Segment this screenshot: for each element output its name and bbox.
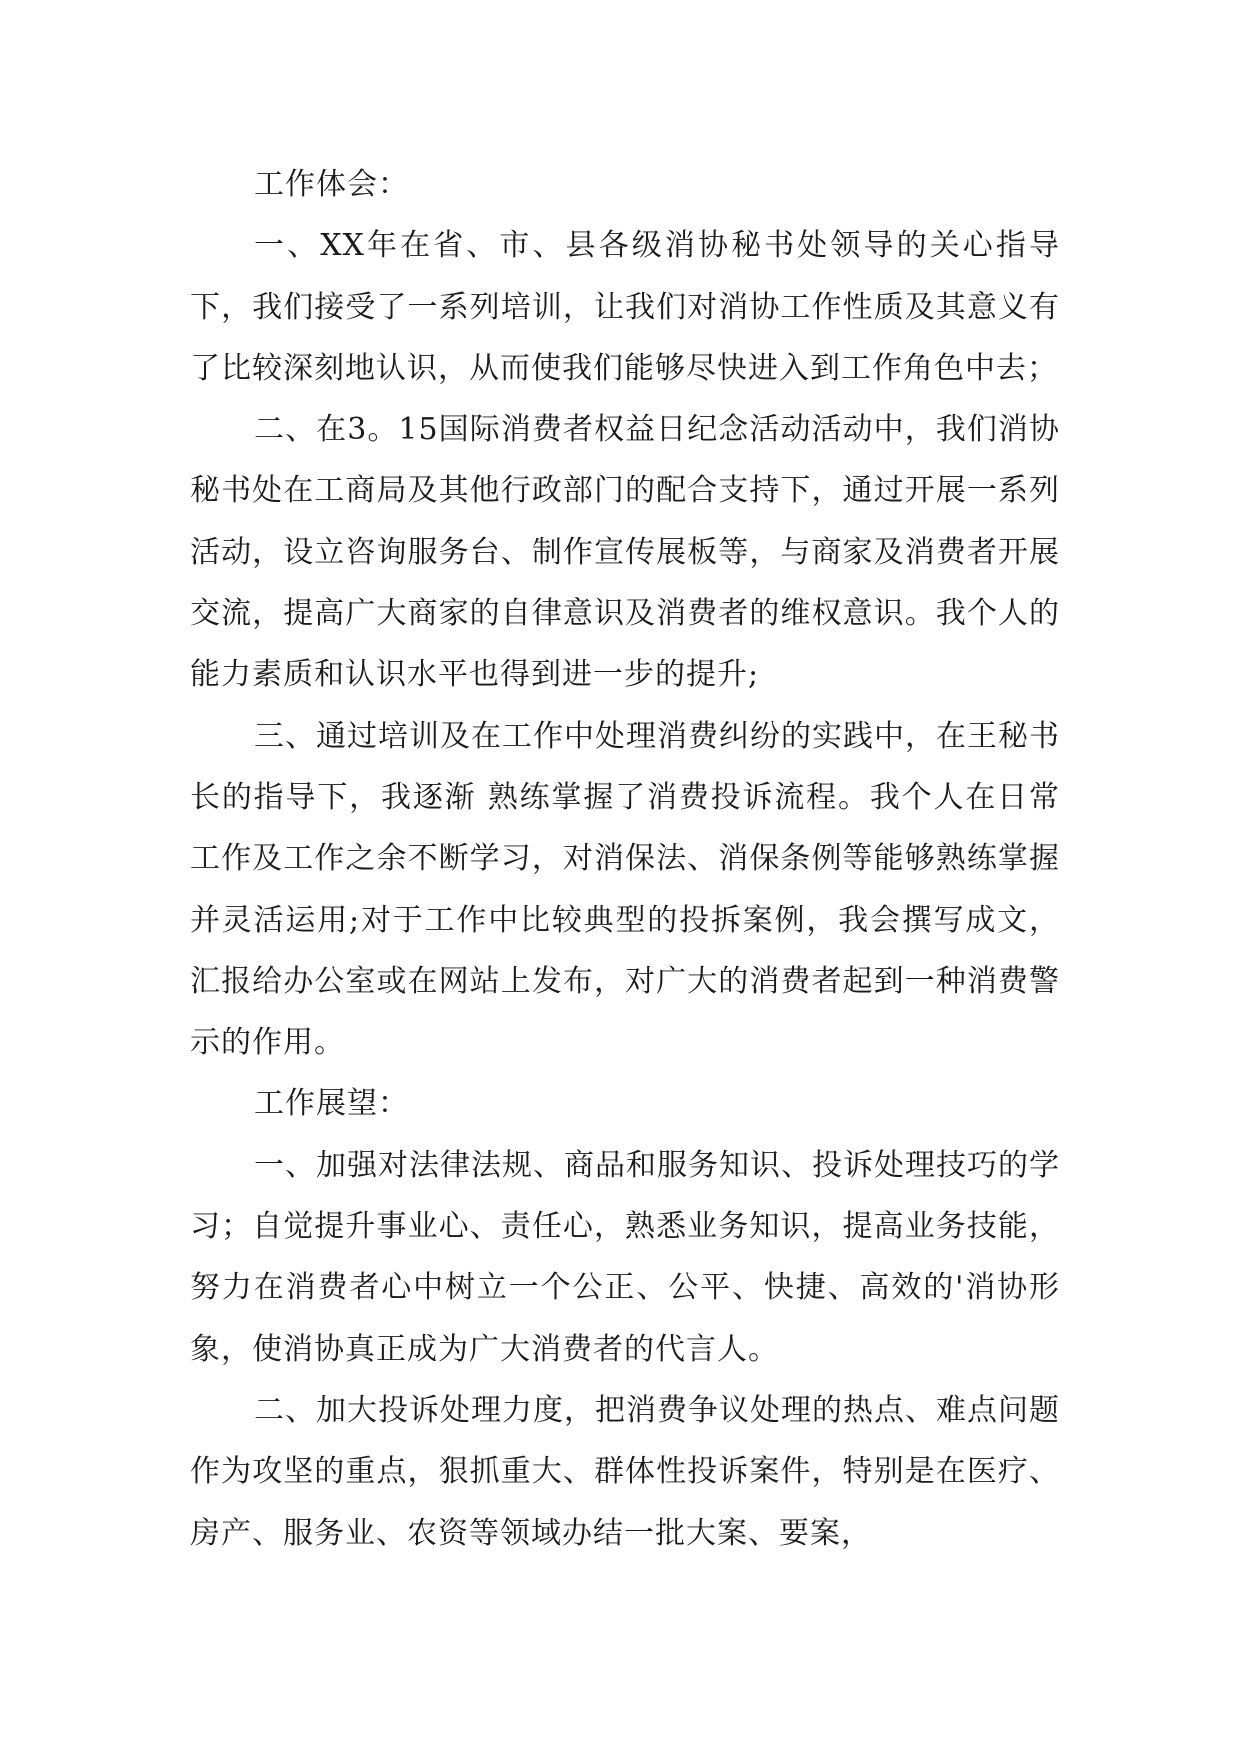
paragraph-experience-3: 三、通过培训及在工作中处理消费纠纷的实践中，在王秘书长的指导下，我逐渐 熟练掌握了消费投诉流程。我个人在日常工作及工作之余不断学习，对消保法、消保条例等能够熟练掌握并灵活运用;对于工作中比较典型的投拆案例，我会撰写成文，汇报给办公室或在网站上发布，对广大的消费者起到一种消费警示的作用。 (190, 718, 1060, 1061)
paragraph-outlook-2: 二、加大投诉处理力度，把消费争议处理的热点、难点问题作为攻坚的重点，狠抓重大、群体性投诉案件，特别是在医疗、房产、服务业、农资等领域办结一批大案、要案， (190, 1392, 1060, 1551)
section-heading-outlook: 工作展望： (254, 1086, 409, 1122)
paragraph-experience-1: 一、XX年在省、市、县各级消协秘书处领导的关心指导下，我们接受了一系列培训，让我们对消协工作性质及其意义有了比较深刻地认识，从而使我们能够尽快进入到工作角色中去； (190, 228, 1060, 386)
paragraph-outlook-1: 一、加强对法律法规、商品和服务知识、投诉处理技巧的学习；自觉提升事业心、责任心，熟悉业务知识，提高业务技能，努力在消费者心中树立一个公正、公平、快捷、高效的'消协形象，使消协真正成为广大消费者的代言人。 (190, 1147, 1060, 1367)
document-body (190, 154, 1060, 1564)
paragraph-experience-2: 二、在3。15国际消费者权益日纪念活动活动中，我们消协秘书处在工商局及其他行政部门的配合支持下，通过开展一系列活动，设立咨询服务台、制作宣传展板等，与商家及消费者开展交流，提高广大商家的自律意识及消费者的维权意识。我个人的能力素质和认识水平也得到进一步的提升; (190, 412, 1060, 693)
section-heading-experience: 工作体会： (254, 167, 409, 202)
